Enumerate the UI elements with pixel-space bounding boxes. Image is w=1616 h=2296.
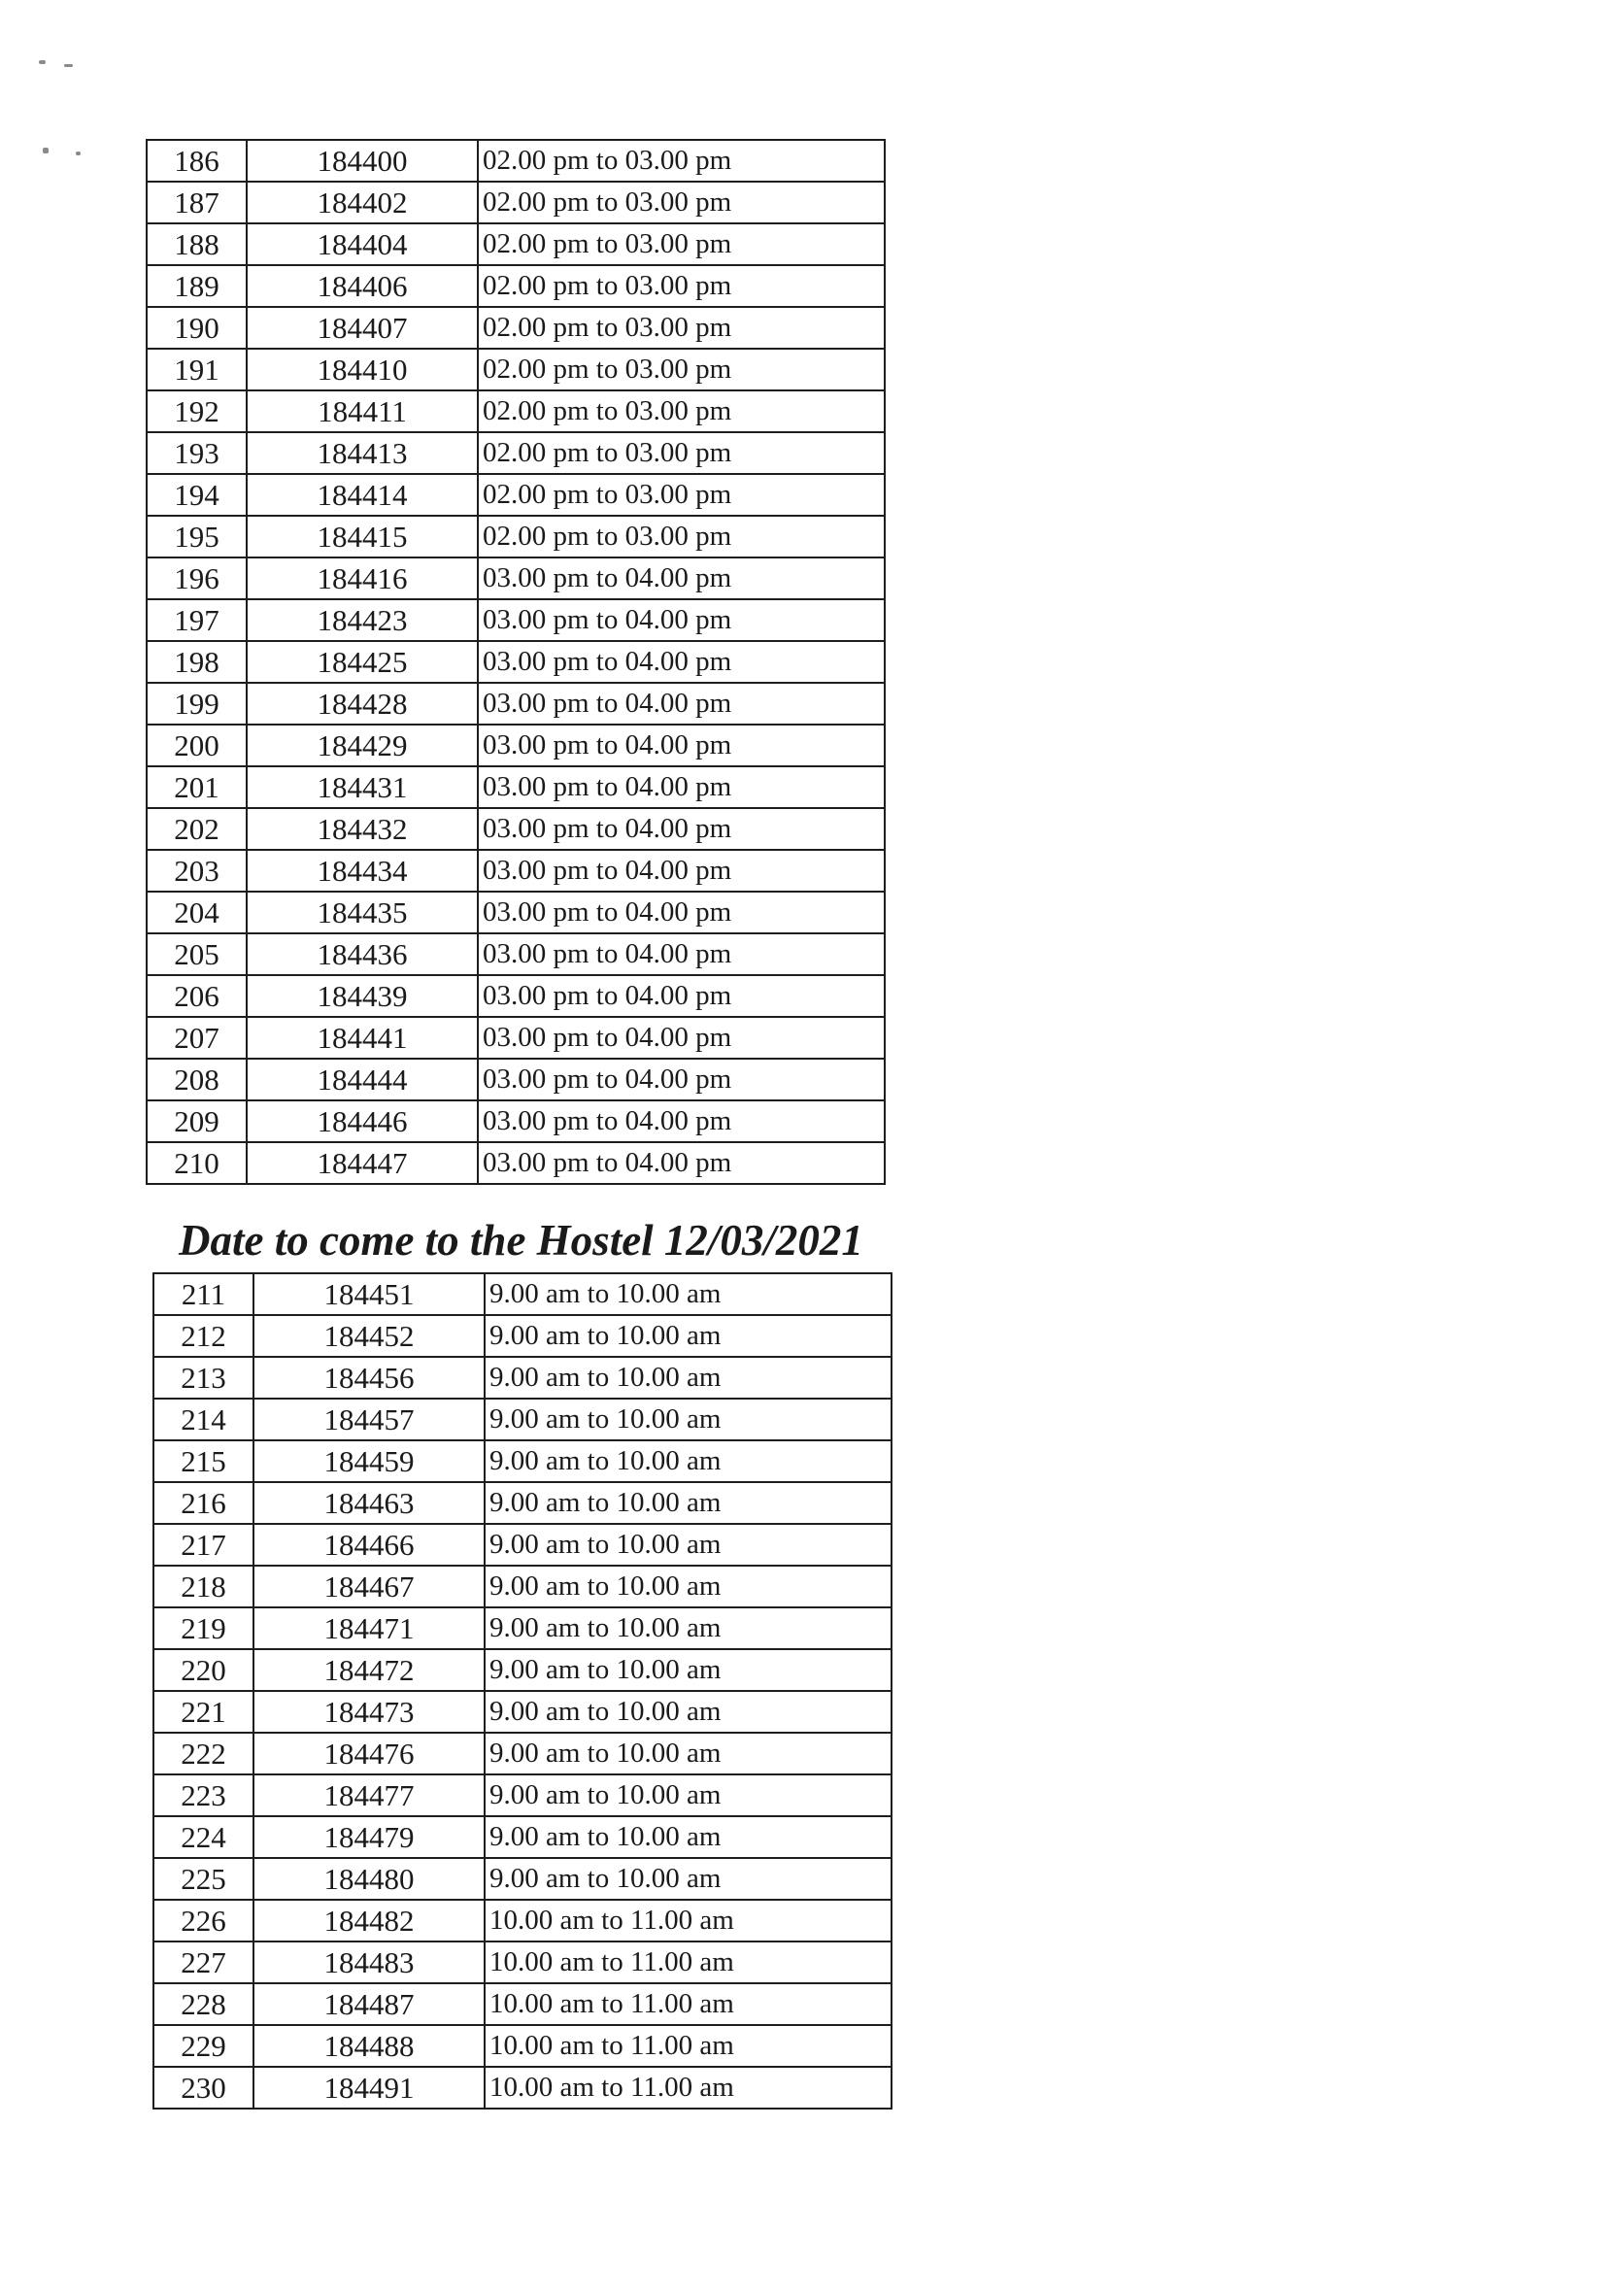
roll-number-cell: 184402	[247, 182, 478, 223]
section-heading: Date to come to the Hostel 12/03/2021	[179, 1216, 863, 1265]
roll-number-cell: 184406	[247, 265, 478, 307]
time-slot-cell: 10.00 am to 11.00 am	[485, 2025, 892, 2067]
table-row	[153, 1440, 892, 1482]
roll-number-cell: 184487	[253, 1983, 485, 2025]
serial-number-cell: 206	[147, 975, 247, 1017]
roll-number-cell: 184482	[253, 1900, 485, 1941]
table-row	[153, 1941, 892, 1983]
roll-number-cell: 184400	[247, 140, 478, 182]
serial-number-cell: 193	[147, 432, 247, 474]
table-row	[147, 641, 885, 683]
scan-speck	[76, 152, 81, 155]
table-row	[147, 1100, 885, 1142]
time-slot-cell: 9.00 am to 10.00 am	[485, 1607, 892, 1649]
roll-number-cell: 184472	[253, 1649, 485, 1691]
table-row	[153, 1733, 892, 1774]
scan-speck	[39, 60, 46, 64]
time-slot-cell: 02.00 pm to 03.00 pm	[478, 265, 885, 307]
roll-number-cell: 184477	[253, 1774, 485, 1816]
table-row	[147, 892, 885, 933]
time-slot-cell: 9.00 am to 10.00 am	[485, 1816, 892, 1858]
serial-number-cell: 201	[147, 766, 247, 808]
time-slot-cell: 03.00 pm to 04.00 pm	[478, 975, 885, 1017]
roll-number-cell: 184423	[247, 599, 478, 641]
serial-number-cell: 194	[147, 474, 247, 516]
serial-number-cell: 208	[147, 1059, 247, 1100]
table-row	[147, 975, 885, 1017]
table-row	[153, 1273, 892, 1315]
schedule-table-1	[146, 139, 886, 1185]
serial-number-cell: 198	[147, 641, 247, 683]
time-slot-cell: 9.00 am to 10.00 am	[485, 1273, 892, 1315]
time-slot-cell: 02.00 pm to 03.00 pm	[478, 349, 885, 390]
serial-number-cell: 221	[153, 1691, 253, 1733]
table-row	[147, 182, 885, 223]
roll-number-cell: 184471	[253, 1607, 485, 1649]
roll-number-cell: 184435	[247, 892, 478, 933]
table-row	[153, 1691, 892, 1733]
roll-number-cell: 184407	[247, 307, 478, 349]
table-row	[147, 599, 885, 641]
time-slot-cell: 9.00 am to 10.00 am	[485, 1858, 892, 1900]
roll-number-cell: 184428	[247, 683, 478, 725]
serial-number-cell: 188	[147, 223, 247, 265]
time-slot-cell: 03.00 pm to 04.00 pm	[478, 683, 885, 725]
roll-number-cell: 184447	[247, 1142, 478, 1184]
time-slot-cell: 02.00 pm to 03.00 pm	[478, 140, 885, 182]
roll-number-cell: 184459	[253, 1440, 485, 1482]
table-row	[153, 1983, 892, 2025]
serial-number-cell: 186	[147, 140, 247, 182]
serial-number-cell: 192	[147, 390, 247, 432]
table-row	[147, 265, 885, 307]
table-row	[147, 1142, 885, 1184]
time-slot-cell: 03.00 pm to 04.00 pm	[478, 808, 885, 850]
roll-number-cell: 184483	[253, 1941, 485, 1983]
serial-number-cell: 187	[147, 182, 247, 223]
serial-number-cell: 222	[153, 1733, 253, 1774]
serial-number-cell: 220	[153, 1649, 253, 1691]
table-row	[153, 1399, 892, 1440]
time-slot-cell: 9.00 am to 10.00 am	[485, 1733, 892, 1774]
table-row	[147, 1059, 885, 1100]
table-row	[147, 725, 885, 766]
roll-number-cell: 184488	[253, 2025, 485, 2067]
serial-number-cell: 227	[153, 1941, 253, 1983]
time-slot-cell: 10.00 am to 11.00 am	[485, 2067, 892, 2109]
roll-number-cell: 184425	[247, 641, 478, 683]
serial-number-cell: 224	[153, 1816, 253, 1858]
time-slot-cell: 03.00 pm to 04.00 pm	[478, 641, 885, 683]
table-row	[153, 1315, 892, 1357]
roll-number-cell: 184431	[247, 766, 478, 808]
time-slot-cell: 9.00 am to 10.00 am	[485, 1524, 892, 1566]
roll-number-cell: 184467	[253, 1566, 485, 1607]
time-slot-cell: 02.00 pm to 03.00 pm	[478, 516, 885, 557]
schedule-table-2-body	[153, 1273, 892, 2109]
serial-number-cell: 229	[153, 2025, 253, 2067]
roll-number-cell: 184441	[247, 1017, 478, 1059]
table-row	[147, 766, 885, 808]
table-row	[153, 1357, 892, 1399]
roll-number-cell: 184410	[247, 349, 478, 390]
serial-number-cell: 200	[147, 725, 247, 766]
serial-number-cell: 213	[153, 1357, 253, 1399]
serial-number-cell: 211	[153, 1273, 253, 1315]
serial-number-cell: 219	[153, 1607, 253, 1649]
time-slot-cell: 02.00 pm to 03.00 pm	[478, 182, 885, 223]
table-row	[147, 140, 885, 182]
time-slot-cell: 03.00 pm to 04.00 pm	[478, 725, 885, 766]
table-row	[147, 516, 885, 557]
time-slot-cell: 10.00 am to 11.00 am	[485, 1900, 892, 1941]
serial-number-cell: 230	[153, 2067, 253, 2109]
serial-number-cell: 199	[147, 683, 247, 725]
table-row	[153, 1858, 892, 1900]
roll-number-cell: 184432	[247, 808, 478, 850]
serial-number-cell: 197	[147, 599, 247, 641]
serial-number-cell: 217	[153, 1524, 253, 1566]
table-row	[153, 1900, 892, 1941]
table-row	[153, 1566, 892, 1607]
roll-number-cell: 184479	[253, 1816, 485, 1858]
table-row	[153, 1816, 892, 1858]
time-slot-cell: 03.00 pm to 04.00 pm	[478, 850, 885, 892]
table-row	[147, 432, 885, 474]
serial-number-cell: 212	[153, 1315, 253, 1357]
time-slot-cell: 9.00 am to 10.00 am	[485, 1399, 892, 1440]
table-row	[147, 307, 885, 349]
table-row	[153, 2067, 892, 2109]
table-row	[147, 223, 885, 265]
time-slot-cell: 03.00 pm to 04.00 pm	[478, 1100, 885, 1142]
roll-number-cell: 184446	[247, 1100, 478, 1142]
time-slot-cell: 9.00 am to 10.00 am	[485, 1440, 892, 1482]
serial-number-cell: 203	[147, 850, 247, 892]
roll-number-cell: 184444	[247, 1059, 478, 1100]
table-row	[147, 1017, 885, 1059]
time-slot-cell: 03.00 pm to 04.00 pm	[478, 1059, 885, 1100]
roll-number-cell: 184415	[247, 516, 478, 557]
time-slot-cell: 9.00 am to 10.00 am	[485, 1315, 892, 1357]
table-row	[147, 933, 885, 975]
time-slot-cell: 9.00 am to 10.00 am	[485, 1357, 892, 1399]
table-row	[153, 1774, 892, 1816]
time-slot-cell: 03.00 pm to 04.00 pm	[478, 892, 885, 933]
serial-number-cell: 190	[147, 307, 247, 349]
time-slot-cell: 9.00 am to 10.00 am	[485, 1482, 892, 1524]
table-row	[147, 557, 885, 599]
roll-number-cell: 184411	[247, 390, 478, 432]
serial-number-cell: 216	[153, 1482, 253, 1524]
roll-number-cell: 184434	[247, 850, 478, 892]
table-row	[147, 390, 885, 432]
roll-number-cell: 184456	[253, 1357, 485, 1399]
serial-number-cell: 196	[147, 557, 247, 599]
time-slot-cell: 03.00 pm to 04.00 pm	[478, 599, 885, 641]
roll-number-cell: 184473	[253, 1691, 485, 1733]
roll-number-cell: 184451	[253, 1273, 485, 1315]
serial-number-cell: 223	[153, 1774, 253, 1816]
table-row	[153, 1649, 892, 1691]
serial-number-cell: 195	[147, 516, 247, 557]
time-slot-cell: 03.00 pm to 04.00 pm	[478, 933, 885, 975]
time-slot-cell: 9.00 am to 10.00 am	[485, 1691, 892, 1733]
time-slot-cell: 03.00 pm to 04.00 pm	[478, 557, 885, 599]
serial-number-cell: 204	[147, 892, 247, 933]
serial-number-cell: 214	[153, 1399, 253, 1440]
time-slot-cell: 02.00 pm to 03.00 pm	[478, 432, 885, 474]
time-slot-cell: 02.00 pm to 03.00 pm	[478, 474, 885, 516]
roll-number-cell: 184414	[247, 474, 478, 516]
scan-speck	[43, 148, 49, 153]
table-row	[147, 474, 885, 516]
serial-number-cell: 210	[147, 1142, 247, 1184]
roll-number-cell: 184457	[253, 1399, 485, 1440]
table-row	[153, 1607, 892, 1649]
time-slot-cell: 02.00 pm to 03.00 pm	[478, 223, 885, 265]
time-slot-cell: 10.00 am to 11.00 am	[485, 1941, 892, 1983]
schedule-table-2	[152, 1272, 892, 2110]
serial-number-cell: 215	[153, 1440, 253, 1482]
time-slot-cell: 9.00 am to 10.00 am	[485, 1566, 892, 1607]
roll-number-cell: 184416	[247, 557, 478, 599]
roll-number-cell: 184404	[247, 223, 478, 265]
time-slot-cell: 9.00 am to 10.00 am	[485, 1649, 892, 1691]
serial-number-cell: 202	[147, 808, 247, 850]
roll-number-cell: 184413	[247, 432, 478, 474]
table-row	[153, 1524, 892, 1566]
roll-number-cell: 184466	[253, 1524, 485, 1566]
roll-number-cell: 184480	[253, 1858, 485, 1900]
serial-number-cell: 191	[147, 349, 247, 390]
serial-number-cell: 225	[153, 1858, 253, 1900]
time-slot-cell: 10.00 am to 11.00 am	[485, 1983, 892, 2025]
serial-number-cell: 228	[153, 1983, 253, 2025]
serial-number-cell: 205	[147, 933, 247, 975]
roll-number-cell: 184463	[253, 1482, 485, 1524]
table-row	[147, 349, 885, 390]
roll-number-cell: 184476	[253, 1733, 485, 1774]
table-row	[153, 2025, 892, 2067]
time-slot-cell: 03.00 pm to 04.00 pm	[478, 1142, 885, 1184]
time-slot-cell: 02.00 pm to 03.00 pm	[478, 390, 885, 432]
scan-speck	[64, 64, 73, 67]
serial-number-cell: 218	[153, 1566, 253, 1607]
table-row	[147, 850, 885, 892]
serial-number-cell: 189	[147, 265, 247, 307]
time-slot-cell: 9.00 am to 10.00 am	[485, 1774, 892, 1816]
table-row	[147, 683, 885, 725]
time-slot-cell: 03.00 pm to 04.00 pm	[478, 1017, 885, 1059]
table-row	[147, 808, 885, 850]
table-row	[153, 1482, 892, 1524]
serial-number-cell: 207	[147, 1017, 247, 1059]
time-slot-cell: 02.00 pm to 03.00 pm	[478, 307, 885, 349]
roll-number-cell: 184436	[247, 933, 478, 975]
roll-number-cell: 184491	[253, 2067, 485, 2109]
time-slot-cell: 03.00 pm to 04.00 pm	[478, 766, 885, 808]
serial-number-cell: 209	[147, 1100, 247, 1142]
roll-number-cell: 184429	[247, 725, 478, 766]
roll-number-cell: 184439	[247, 975, 478, 1017]
roll-number-cell: 184452	[253, 1315, 485, 1357]
schedule-table-1-body	[147, 140, 885, 1184]
serial-number-cell: 226	[153, 1900, 253, 1941]
